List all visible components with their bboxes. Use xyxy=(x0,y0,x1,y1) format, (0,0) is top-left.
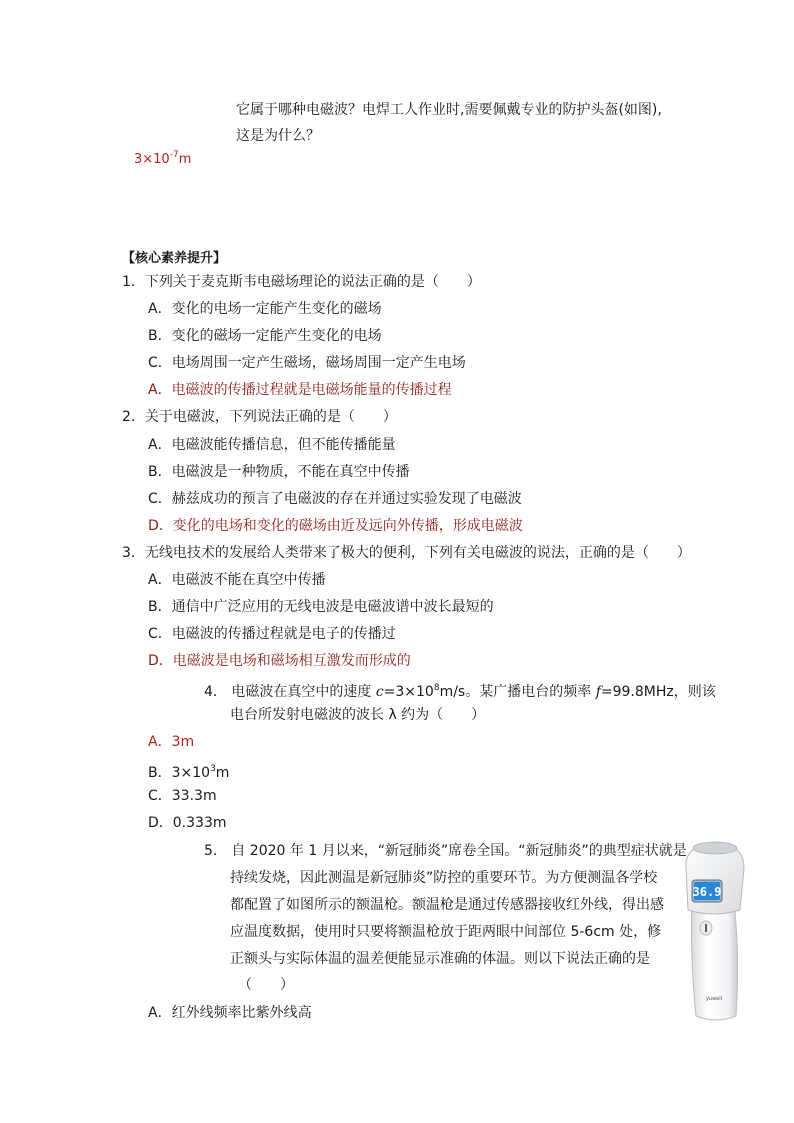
q3-stem: 3．无线电技术的发展给人类带来了极大的便利，下列有关电磁波的说法，正确的是（ ） xyxy=(122,545,691,561)
answer-base: 3×10 xyxy=(134,152,170,167)
q4-c-variable: c xyxy=(375,684,384,700)
q4-stem-line-1 xyxy=(204,678,716,702)
q1-option-d: A．电磁波的传播过程就是电磁场能量的传播过程 xyxy=(148,382,452,398)
q3-option-c: C．电磁波的传播过程就是电子的传播过 xyxy=(148,626,396,642)
q4-option-c: C．33.3m xyxy=(148,788,217,804)
q4-c-exponent: 8 xyxy=(433,683,440,693)
q2-option-d: D．变化的电场和变化的磁场由近及远向外传播，形成电磁波 xyxy=(148,518,523,534)
q5-stem-line-5: 正额头与实际体温的温差便能显示准确的体温。则以下说法正确的是 xyxy=(230,951,650,967)
q2-option-c: C．赫兹成功的预言了电磁波的存在并通过实验发现了电磁波 xyxy=(148,491,522,507)
q5-option-a: A．红外线频率比紫外线高 xyxy=(148,1005,312,1021)
intro-line-1: 它属于哪种电磁波？电焊工人作业时,需要佩戴专业的防护头盔(如图), xyxy=(236,102,662,118)
q5-stem-line-2: 持续发烧，因此测温是新冠肺炎”防控的重要环节。为方便测温各学校 xyxy=(230,870,658,886)
q1-stem: 1．下列关于麦克斯韦电磁场理论的说法正确的是（ ） xyxy=(122,274,481,290)
q4-c-unit: m/s。某广播电台的频率 xyxy=(439,684,596,700)
q4-option-b-unit: m xyxy=(215,765,230,781)
q4-stem-prefix: 4． 电磁波在真空中的速度 xyxy=(204,684,376,700)
intro-line-2: 这是为什么？ xyxy=(236,128,320,144)
q4-option-b xyxy=(148,759,229,783)
thermometer-display: 36.9 xyxy=(692,885,722,899)
q3-option-b: B．通信中广泛应用的无线电波是电磁波谱中波长最短的 xyxy=(148,599,494,615)
q5-stem-line-1: 5. 自 2020 年 1 月以来，“新冠肺炎”席卷全国。“新冠肺炎”的典型症状就是 xyxy=(204,843,687,859)
answer-unit: m xyxy=(178,152,192,167)
q5-stem-line-6: （ ） xyxy=(238,977,294,993)
q5-stem-line-4: 应温度数据，使用时只要将额温枪放于距两眼中间部位 5-6cm 处，修 xyxy=(230,924,662,940)
q1-option-a: A．变化的电场一定能产生变化的磁场 xyxy=(148,301,382,317)
q3-option-a: A．电磁波不能在真空中传播 xyxy=(148,572,326,588)
q4-option-b-exponent: 3 xyxy=(210,764,216,774)
q4-f-value: =99.8MHz，则该 xyxy=(600,684,716,700)
answer-exponent: -7 xyxy=(169,150,179,160)
q4-option-b-base: B．3×10 xyxy=(148,765,211,781)
q4-option-d: D．0.333m xyxy=(148,815,227,831)
q4-c-value: =3×10 xyxy=(383,684,434,700)
q1-option-b: B．变化的磁场一定能产生变化的电场 xyxy=(148,328,382,344)
forehead-thermometer-image xyxy=(678,838,752,1024)
q4-f-variable: f xyxy=(595,684,601,700)
q5-stem-line-3: 都配置了如图所示的额温枪。额温枪是通过传感器接收红外线，得出感 xyxy=(230,897,664,913)
thermometer-brand: yuwell xyxy=(705,996,723,1002)
q4-option-a: A．3m xyxy=(148,734,195,750)
q1-option-c: C．电场周围一定产生磁场，磁场周围一定产生电场 xyxy=(148,355,466,371)
q3-option-d: D．电磁波是电场和磁场相互激发而形成的 xyxy=(148,653,411,669)
section-title: 【核心素养提升】 xyxy=(122,251,227,266)
intro-answer xyxy=(134,150,191,167)
q2-option-b: B．电磁波是一种物质，不能在真空中传播 xyxy=(148,464,410,480)
q2-stem: 2．关于电磁波，下列说法正确的是（ ） xyxy=(122,409,397,425)
q4-stem-line-2: 电台所发射电磁波的波长 λ 约为（ ） xyxy=(230,707,486,723)
q2-option-a: A．电磁波能传播信息，但不能传播能量 xyxy=(148,437,396,453)
